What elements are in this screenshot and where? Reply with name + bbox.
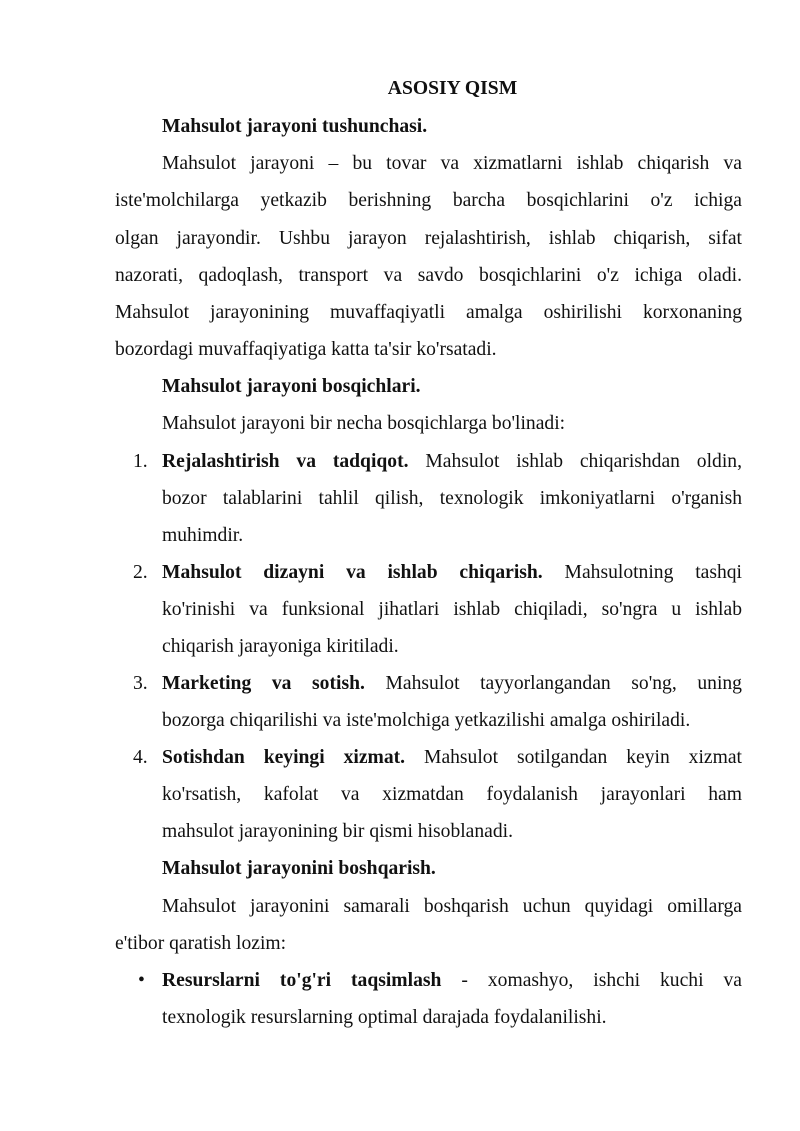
bullet-icon: •	[138, 970, 145, 991]
bullet-item-line: texnologik resurslarning optimal darajada foydalanilishi.	[162, 1007, 607, 1028]
list-item-title: Rejalashtirish va tadqiqot.	[162, 451, 409, 472]
list-item-first-line	[162, 560, 742, 586]
section-heading-concept: Mahsulot jarayoni tushunchasi.	[162, 116, 428, 137]
list-item-line: bozorga chiqarilishi va iste'molchiga yetkazilishi amalga oshiriladi.	[162, 710, 691, 731]
paragraph-line: bozordagi muvaffaqiyatiga katta ta'sir ko'rsatadi.	[115, 339, 497, 360]
list-item-text: Mahsulotning tashqi	[564, 562, 743, 583]
list-number: 3.	[133, 673, 148, 694]
list-number: 1.	[133, 451, 148, 472]
paragraph-line: nazorati, qadoqlash, transport va savdo bosqichlarini o'z ichiga oladi.	[115, 265, 742, 286]
bullet-item-title: Resurslarni to'g'ri taqsimlash	[162, 970, 442, 991]
list-number: 2.	[133, 562, 148, 583]
list-item-title: Mahsulot dizayni va ishlab chiqarish.	[162, 562, 543, 583]
list-item-title: Marketing va sotish.	[162, 673, 365, 694]
list-item-line: ko'rsatish, kafolat va xizmatdan foydalanish jarayonlari ham	[162, 784, 742, 805]
list-item-title: Sotishdan keyingi xizmat.	[162, 747, 406, 768]
list-item-first-line	[162, 449, 742, 475]
page-title: ASOSIY QISM	[387, 78, 518, 99]
list-item-text: Mahsulot ishlab chiqarishdan oldin,	[425, 451, 742, 472]
paragraph-line: Mahsulot jarayonini samarali boshqarish uchun quyidagi omillarga	[162, 896, 742, 917]
paragraph-line: iste'molchilarga yetkazib berishning barcha bosqichlarini o'z ichiga	[115, 190, 742, 211]
list-number: 4.	[133, 747, 148, 768]
section-heading-management: Mahsulot jarayonini boshqarish.	[162, 858, 436, 879]
paragraph-line: Mahsulot jarayonining muvaffaqiyatli amalga oshirilishi korxonaning	[115, 302, 742, 323]
list-item-text: Mahsulot sotilgandan keyin xizmat	[424, 747, 742, 768]
list-item-line: muhimdir.	[162, 525, 244, 546]
list-item-line: ko'rinishi va funksional jihatlari ishlab chiqiladi, so'ngra u ishlab	[162, 599, 742, 620]
list-item-first-line	[162, 745, 742, 771]
list-item-line: mahsulot jarayonining bir qismi hisoblanadi.	[162, 821, 514, 842]
bullet-item-text: - xomashyo, ishchi kuchi va	[461, 970, 742, 991]
paragraph-line: Mahsulot jarayoni – bu tovar va xizmatlarni ishlab chiqarish va	[162, 153, 742, 174]
paragraph-line: olgan jarayondir. Ushbu jarayon rejalashtirish, ishlab chiqarish, sifat	[115, 228, 742, 249]
list-item-first-line	[162, 671, 742, 697]
list-item-line: bozor talablarini tahlil qilish, texnologik imkoniyatlarni o'rganish	[162, 488, 742, 509]
list-item-line: chiqarish jarayoniga kiritiladi.	[162, 636, 399, 657]
section-heading-stages: Mahsulot jarayoni bosqichlari.	[162, 376, 421, 397]
paragraph-line: e'tibor qaratish lozim:	[115, 933, 287, 954]
stages-intro: Mahsulot jarayoni bir necha bosqichlarga bo'linadi:	[162, 413, 566, 434]
list-item-text: Mahsulot tayyorlangandan so'ng, uning	[385, 673, 742, 694]
bullet-item-first-line	[162, 968, 742, 994]
